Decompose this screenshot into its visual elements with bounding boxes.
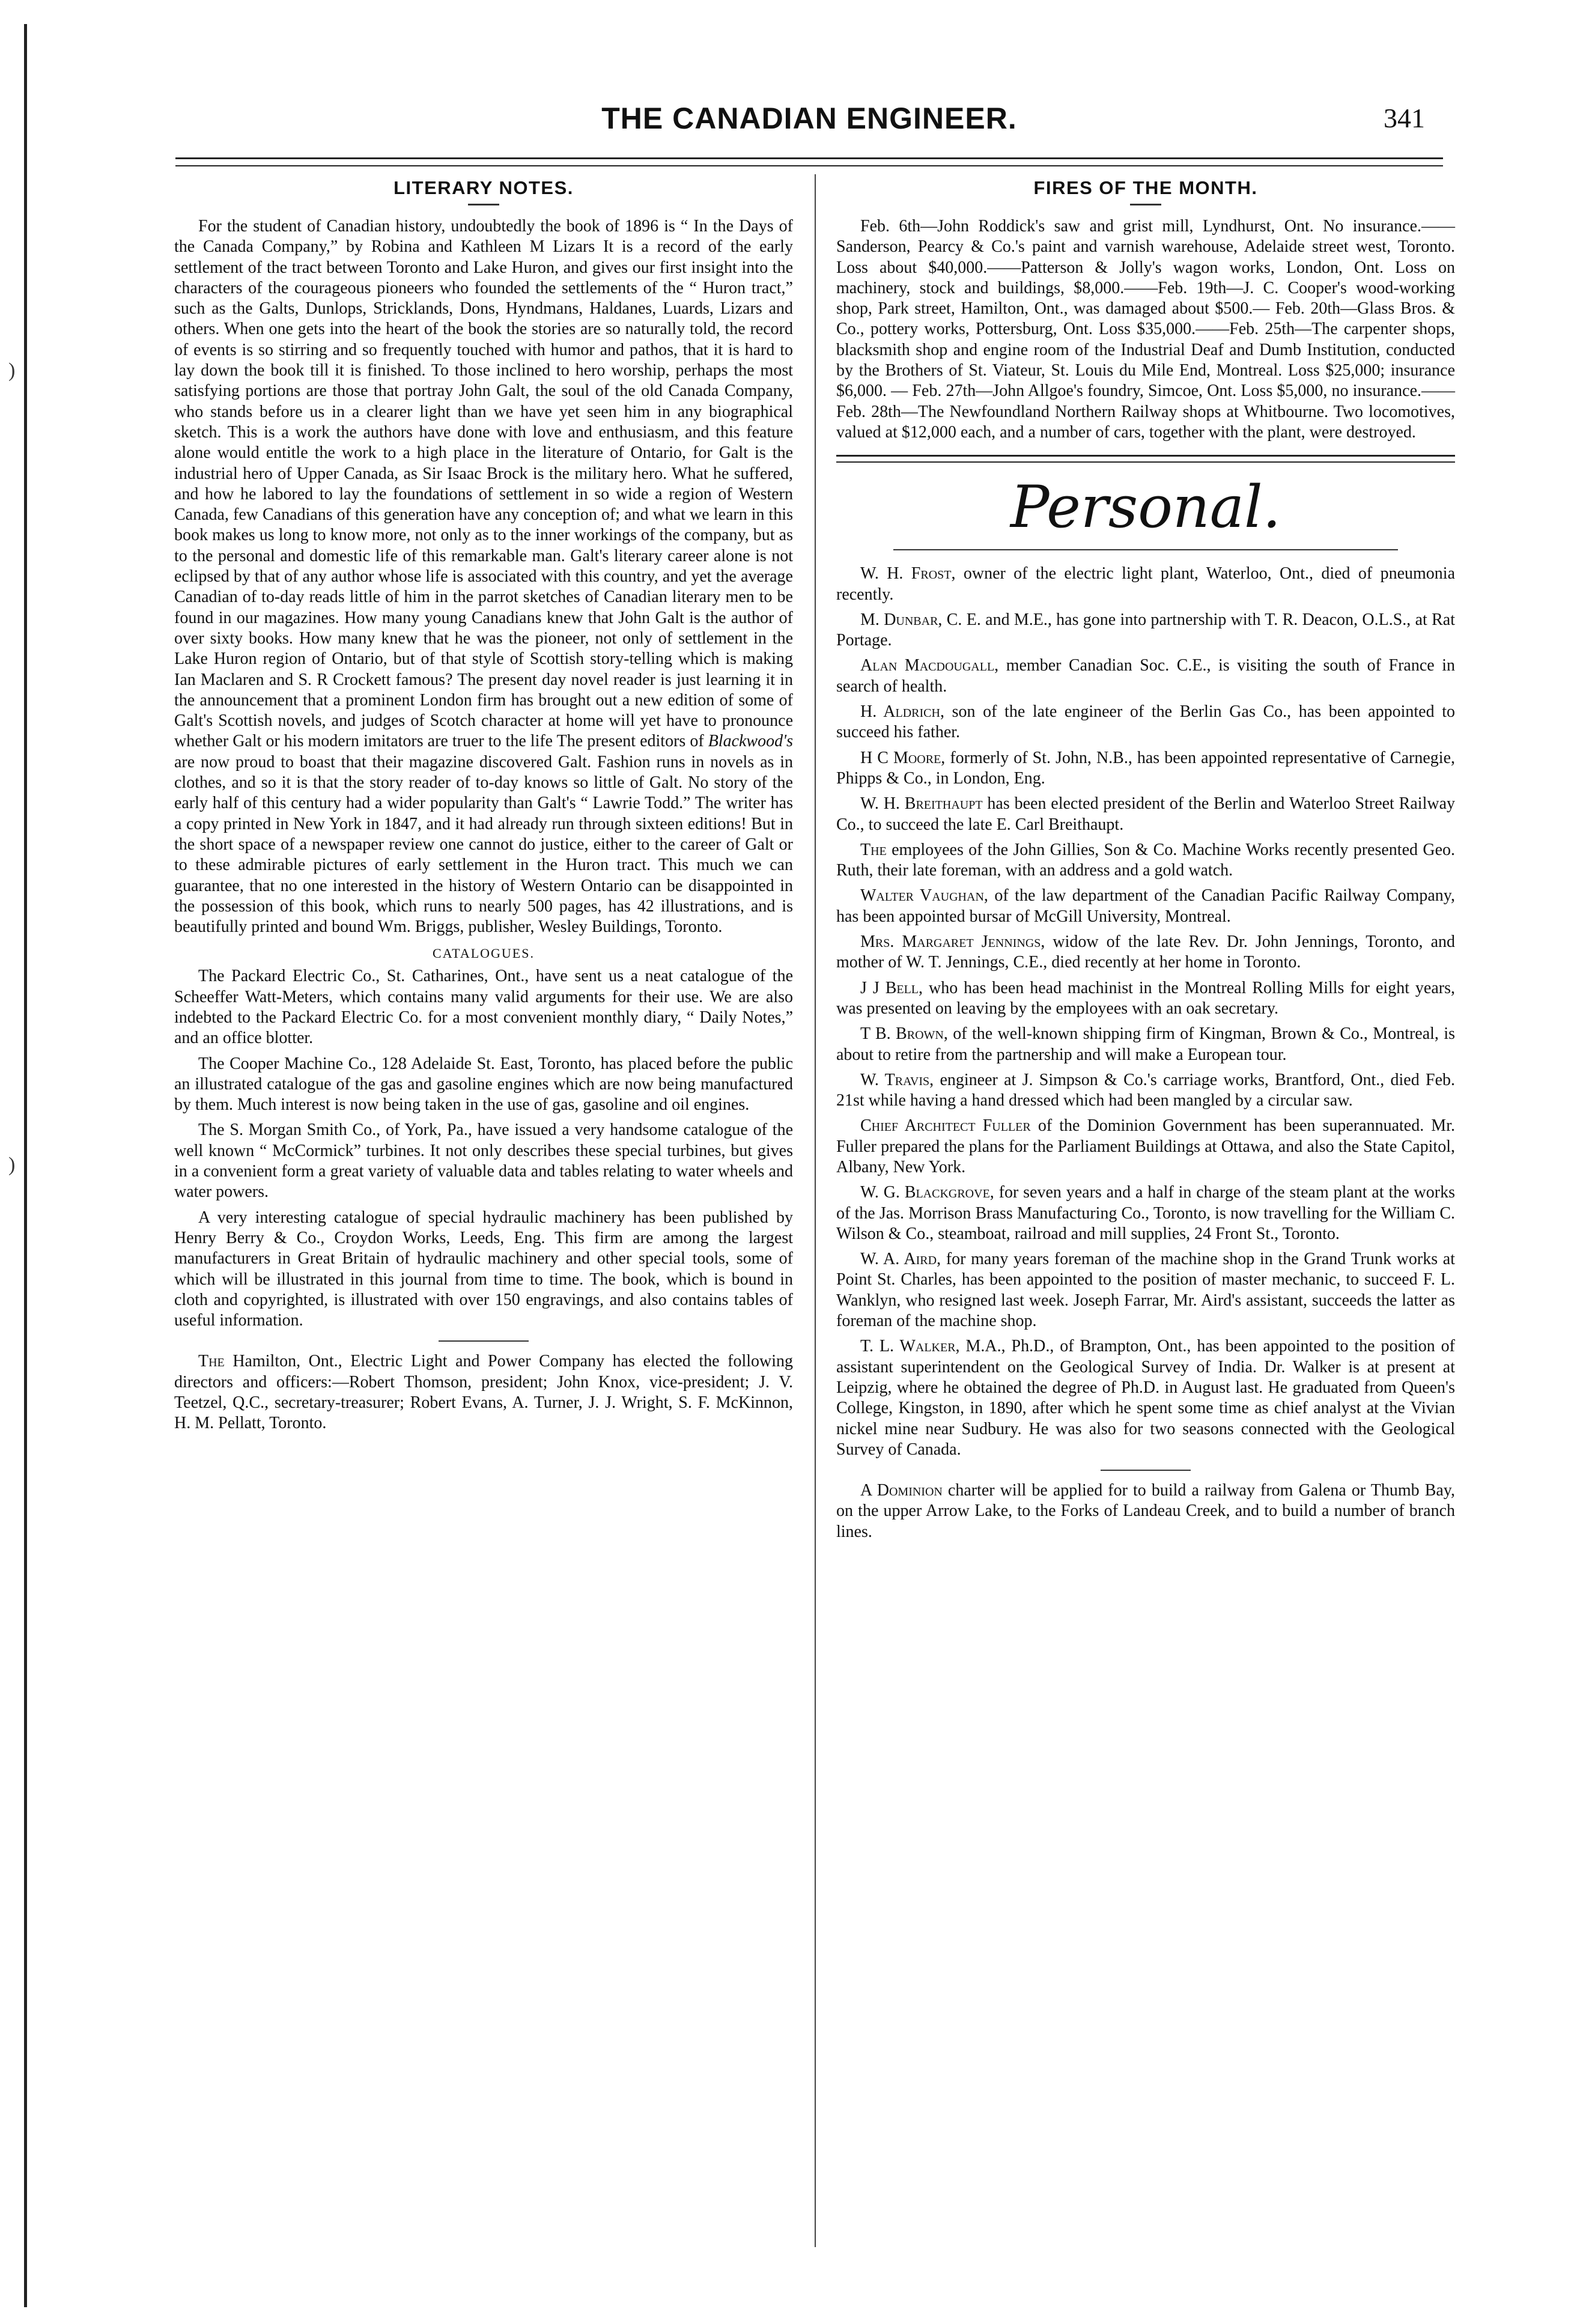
person-text: C. E. and M.E., has gone into partnership with T. R. Deacon, O.L.S., at Rat Portage. [836,610,1455,650]
magazine-title: Blackwood's [708,732,793,751]
personal-item [836,794,1455,835]
dominion-text: charter will be applied for to build a railway from Galena or Thumb Bay, on the upper Arrow Lake, to the Forks of Landeau Creek, and to build a number of branch lines. [836,1481,1455,1541]
column-divider [815,174,816,2247]
literary-notes-title: LITERARY NOTES. [393,177,574,198]
person-text: employees of the John Gillies, Son & Co. Machine Works recently presented Geo. Ruth, their late foreman, with an address and a gold watch. [836,840,1455,880]
person-text: member Canadian Soc. C.E., is visiting the south of France in search of health. [836,656,1455,696]
person-name: W. H. Frost, [860,564,956,583]
person-name: H. Aldrich, [860,702,944,722]
page-header [175,101,1443,154]
person-text: son of the late engineer of the Berlin Gas Co., has been appointed to succeed his father. [836,702,1456,742]
left-column [174,177,793,1434]
lead-word: The [198,1352,225,1371]
personal-item [836,702,1455,743]
dominion-paragraph [836,1480,1455,1542]
person-name: T B. Brown, [860,1024,948,1044]
person-text: of the Dominion Government has been superannuated. Mr. Fuller prepared the plans for the Parliament Buildings at Ottawa, and also the State Capitol, Albany, New York. [836,1116,1455,1176]
person-name: W. G. Blackgrove, [860,1183,994,1202]
section-rule [439,1340,529,1342]
catalogue-paragraph: A very interesting catalogue of special hydraulic machinery has been published by Henry Berry & Co., Croydon Works, Leeds, Eng. This firm are among the largest manufacturers in Great Britain of hydraulic machinery and other special tools, some of which will be illustrated in this journal from time to time. The book, which is bound in cloth and copyrighted, is illustrated with over 150 engravings, and also contains tables of useful information. [174,1208,793,1330]
personal-item [836,932,1455,973]
person-name: Alan Macdougall, [860,656,999,675]
person-text: formerly of St. John, N.B., has been appointed representative of Carnegie, Phipps & Co., in London, Eng. [836,748,1455,788]
personal-item [836,1070,1455,1112]
personal-item [836,610,1455,651]
scan-mark: ) [8,1154,16,1176]
person-text: for many years foreman of the machine shop in the Grand Trunk works at Point St. Charles, has been appointed to the position of master mechanic, to succeed F. L. Wanklyn, who resigned last week. Joseph Farrar, Mr. Aird's assistant, succeeds the latter as foreman of the machine shop. [836,1250,1456,1331]
personal-item [836,1336,1455,1460]
person-name: The [860,840,887,859]
catalogues-heading: CATALOGUES. [433,946,535,961]
personal-item [836,656,1455,697]
person-name: Chief Architect Fuller [860,1116,1031,1136]
person-text: widow of the late Rev. Dr. John Jennings, Toronto, and mother of W. T. Jennings, C.E., died recently at her home in Toronto. [836,932,1455,972]
catalogue-paragraph: The S. Morgan Smith Co., of York, Pa., have issued a very handsome catalogue of the well known “ McCormick” turbines. It not only describes these special turbines, but gives in a convenient form a great variety of valuable data and tables relating to water wheels and water powers. [174,1121,793,1202]
section-rule [1101,1470,1191,1471]
header-rule [175,157,1443,166]
catalogue-paragraph: The Cooper Machine Co., 128 Adelaide St. East, Toronto, has placed before the public an illustrated catalogue of the gas and gasoline engines which are now being manufactured by them. Much interest is now being taken in the use of gas, gasoline and oil engines. [174,1054,793,1115]
personal-item [836,1024,1455,1065]
person-name: W. A. Aird, [860,1250,941,1269]
person-text: M.A., Ph.D., of Brampton, Ont., has been appointed to the position of assistant superintendent on the Geological Survey of India. Dr. Walker is at present at Leipzig, where he obtained the degree of Ph.D. in August last. He graduated from Queen's College, Kingston, in 1890, after which he spent some time as chief analyst at the Vivian nickel mine near Sudbury. He was also for two seasons connected with the Geological Survey of Canada. [836,1337,1455,1459]
personal-item [836,564,1455,605]
personal-item [836,840,1455,881]
person-name: W. Travis, [860,1070,934,1089]
personal-item [836,1182,1455,1244]
title-rule [1130,204,1161,205]
person-text: of the well-known shipping firm of Kingman, Brown & Co., Montreal, is about to retire from the partnership and will make a European tour. [836,1024,1455,1064]
personal-title: Personal. [1010,473,1281,541]
person-name: Walter Vaughan, [860,886,988,905]
person-name: T. L. Walker, [860,1337,960,1356]
hamilton-text: Hamilton, Ont., Electric Light and Power Company has elected the following directors and officers:—Robert Thomson, president; John Knox, vice-president; J. V. Teetzel, Q.C., secretary-treasurer; Robert Evans, A. Turner, J. J. Wright, S. F. McKinnon, H. M. Pellatt, Toronto. [174,1352,793,1433]
hamilton-paragraph [174,1351,793,1434]
personal-item [836,1249,1455,1331]
scan-mark: ) [8,359,16,382]
catalogue-paragraph: The Packard Electric Co., St. Catharines, Ont., have sent us a neat catalogue of the Scheeffer Watt-Meters, which contains many valid arguments for their use. We are also indebted to the Packard Electric Co. for a most convenient monthly diary, “ Daily Notes,” and an office blotter. [174,967,793,1048]
journal-title: THE CANADIAN ENGINEER. [601,102,1017,135]
lead-word: A Dominion [860,1481,943,1500]
person-name: W. H. Breithaupt [860,794,983,814]
personal-item [836,1116,1455,1178]
person-text: owner of the electric light plant, Waterloo, Ont., died of pneumonia recently. [836,564,1455,604]
scan-margin-line [24,24,27,2307]
person-name: M. Dunbar, [860,610,943,629]
person-text: has been elected president of the Berlin and Waterloo Street Railway Co., to succeed the late E. Carl Breithaupt. [836,794,1455,834]
person-name: J J Bell, [860,978,923,997]
fires-paragraph: Feb. 6th—John Roddick's saw and grist mill, Lyndhurst, Ont. No insurance.——Sanderson, Pearcy & Co.'s paint and varnish warehouse, Adelaide street west, Toronto. Loss about $40,000.——Patterson & Jolly's wagon works, London, Ont. Loss on machinery, stock and buildings, $8,000.——Feb. 19th—J. C. Cooper's wood-working shop, Park street, Hamilton, Ont., was damaged about $500.— Feb. 20th—Glass Bros. & Co., pottery works, Pottersburg, Ont. Loss $35,000.——Feb. 25th—The carpenter shops, blacksmith shop and engine room of the Industrial Deaf and Dumb Institution, conducted by the Brothers of St. Viateur, St. Louis du Mile End, Montreal. Loss $25,000; insurance $6,000. — Feb. 27th—John Allgoe's foundry, Simcoe, Ont. Loss $5,000, no insurance.——Feb. 28th—The Newfoundland Northern Railway shops at Whitbourne. Two locomotives, valued at $12,000 each, and a number of cars, together with the plant, were destroyed. [836,217,1455,442]
right-column [836,177,1455,1542]
person-text: who has been head machinist in the Montreal Rolling Mills for eight years, was presented on leaving by the employees with an oak secretary. [836,978,1455,1018]
personal-item [836,748,1455,789]
person-text: of the law department of the Canadian Pacific Railway Company, has been appointed bursar of McGill University, Montreal. [836,886,1455,926]
fires-title: FIRES OF THE MONTH. [1033,177,1258,198]
page-number: 341 [1384,103,1425,133]
person-name: H C Moore, [860,748,946,767]
person-text: engineer at J. Simpson & Co.'s carriage works, Brantford, Ont., died Feb. 21st while having a hand dressed which had been mangled by a circular saw. [836,1070,1456,1110]
person-name: Mrs. Margaret Jennings, [860,932,1045,952]
section-double-rule [836,455,1455,463]
personal-rule [893,549,1398,550]
personal-item [836,886,1455,927]
personal-list [836,564,1455,1460]
literary-paragraph: For the student of Canadian history, undoubtedly the book of 1896 is “ In the Days of the Canada Company,” by Robina and Kathleen M Lizars It is a record of the early settlement of the tract between Toronto and Lake Huron, and gives our first insight into the characters of the courageous pioneers who founded the settlements of the “ Huron tract,” such as the Galts, Dunlops, Stricklands, Dons, Hyndmans, Haldanes, Luards, Lizars and others. When one gets into the heart of the book the stories are so naturally told, the record of events is so stirring and so frequently touched with humor and pathos, that it is hard to lay down the book till it is finished. To those inclined to hero worship, perhaps the most satisfying portions are those that portray John Galt, the soul of the old Canada Company, who stands before us in a clearer light than we have yet seen him in any biographical sketch. This is a work the authors have done with love and enthusiasm, and this feature alone would entitle the work to a high place in the literature of Ontario, for Galt is the industrial hero of Upper Canada, as Sir Isaac Brock is the military hero. What he suffered, and how he labored to lay the foundations of settlement in so wide a region of Western Canada, few Canadians of this generation have any conception of; and what we learn in this book makes us long to know more, not only as to the inner workings of the company, but as to the personal and domestic life of this remarkable man. Galt's literary career alone is not eclipsed by that of any author whose life is associated with this country, and yet the average Canadian of to-day reads little of him in the parrot sketches of Canadian literary men to be found in our magazines. How many young Canadians knew that John Galt is the author of over sixty books. How many knew that he was the pioneer, not only of settlement in the Lake Huron region of Ontario, but of that style of Scottish story-telling which is making Ian Maclaren and S. R Crockett famous? The present day novel reader is just learning it in the announcement that a prominent London firm has brought out a new edition of some of Galt's Scottish novels, and judges of Scotch character at home will yet have to pronounce whether Galt or his modern imitators are truer to the life The present editors of Blackwood's are now proud to boast that their magazine discovered Galt. Fashion runs in novels as in clothes, and so it is that the story reader of to-day knows so little of Galt. No story of the early half of this century had a wider popularity than Galt's “ Lawrie Todd.” The writer has a copy printed in New York in 1847, and it had already run through sixteen editions! But in the short space of a newspaper review one cannot do justice, either to the career of Galt or to these admirable pictures of early settlement in the Huron tract. This much we can guarantee, that no one interested in the history of Western Ontario can be disappointed in the possession of this book, which runs to nearly 500 pages, has 42 illustrations, and is beautifully printed and bound Wm. Briggs, publisher, Wesley Buildings, Toronto. [174,217,793,937]
person-text: for seven years and a half in charge of the steam plant at the works of the Jas. Morrison Brass Manufacturing Co., Toronto, is now travelling for the William C. Wilson & Co., steamboat, railroad and mill supplies, 24 Front St., Toronto. [836,1183,1455,1243]
personal-item [836,978,1455,1020]
title-rule [468,204,499,205]
